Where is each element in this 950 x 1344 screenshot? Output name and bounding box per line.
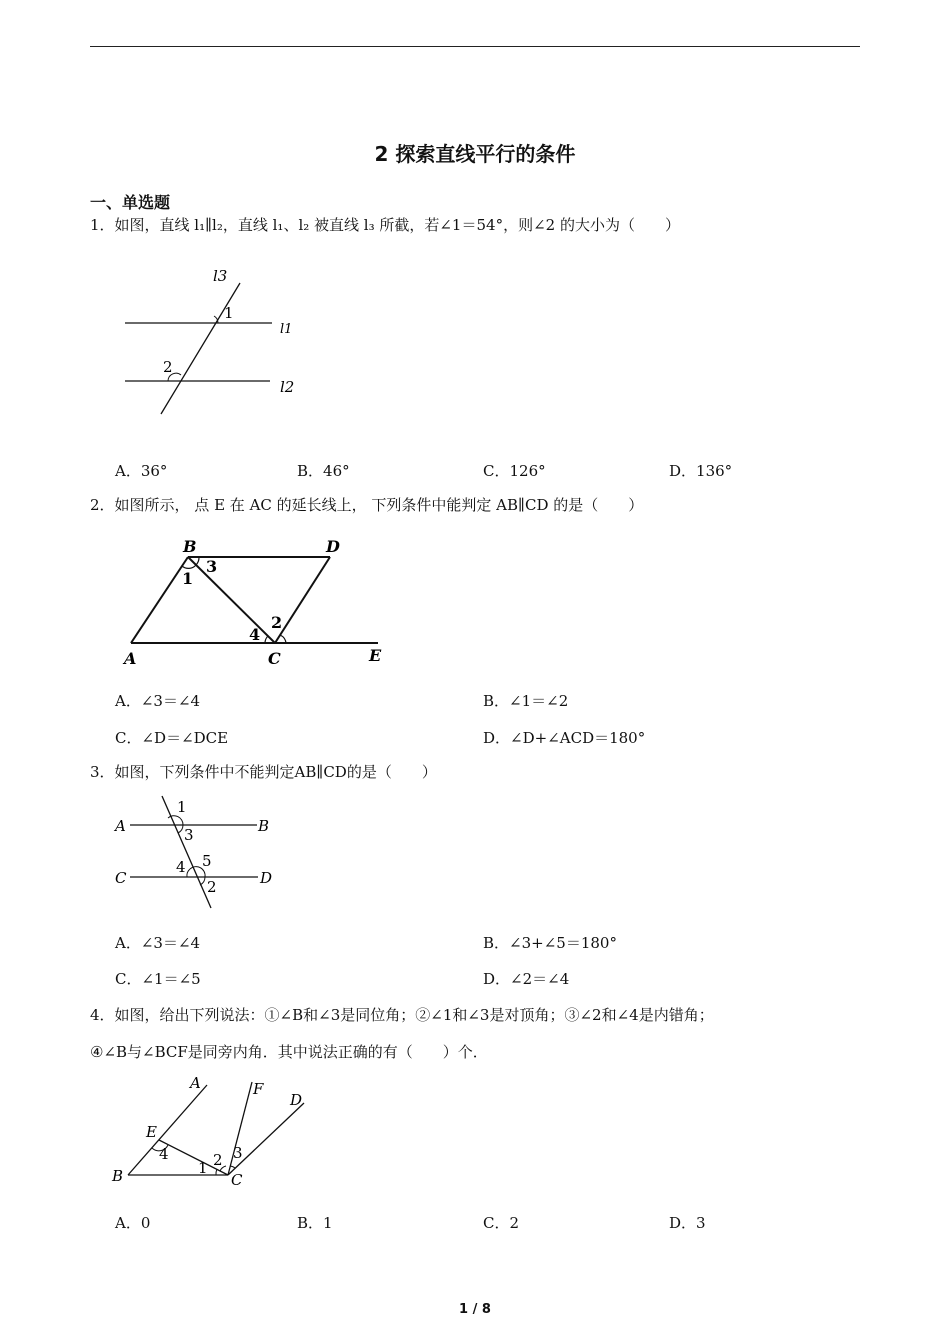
q2-stem: 2．如图所示， 点 E 在 AC 的延长线上， 下列条件中能判定 AB∥CD 的是（ ） xyxy=(90,496,644,514)
q4-option-d[interactable]: D．3 xyxy=(669,1214,706,1232)
q3-label-c: C xyxy=(115,869,127,887)
q1-label-l2: l2 xyxy=(280,378,295,396)
q4-arc-3 xyxy=(230,1166,235,1168)
q2-label-4: 4 xyxy=(249,625,261,644)
q4-label-3: 3 xyxy=(233,1144,243,1162)
q4-option-b[interactable]: B．1 xyxy=(297,1214,333,1232)
q3-label-1: 1 xyxy=(177,798,187,816)
q2-option-c[interactable]: C．∠D＝∠DCE xyxy=(115,729,229,747)
q4-label-b: B xyxy=(112,1167,124,1185)
q1-label-l3: l3 xyxy=(213,267,228,285)
page-title: 2 探索直线平行的条件 xyxy=(374,142,576,166)
q1-option-b[interactable]: B．46° xyxy=(297,462,350,480)
q2-label-b: B xyxy=(183,537,197,556)
q3-label-d: D xyxy=(260,869,273,887)
q4-label-1: 1 xyxy=(198,1159,208,1177)
q1-label-2: 2 xyxy=(163,358,173,376)
q3-option-c[interactable]: C．∠1＝∠5 xyxy=(115,970,201,988)
q4-label-f: F xyxy=(253,1080,264,1098)
q2-label-3: 3 xyxy=(206,557,218,576)
q3-label-5: 5 xyxy=(202,852,212,870)
q3-option-b[interactable]: B．∠3+∠5＝180° xyxy=(483,934,617,952)
q3-option-a[interactable]: A．∠3＝∠4 xyxy=(115,934,201,952)
q3-label-3: 3 xyxy=(184,826,194,844)
q4-label-e: E xyxy=(146,1123,157,1141)
q4-label-2: 2 xyxy=(213,1151,223,1169)
q1-option-d[interactable]: D．136° xyxy=(669,462,733,480)
q2-option-b[interactable]: B．∠1＝∠2 xyxy=(483,692,569,710)
q4-stem-line2: ④∠B与∠BCF是同旁内角．其中说法正确的有（ ）个． xyxy=(90,1043,488,1061)
page-number: 1 / 8 xyxy=(459,1302,491,1317)
q3-stem: 3．如图，下列条件中不能判定AB∥CD的是（ ） xyxy=(90,763,437,781)
q1-option-c[interactable]: C．126° xyxy=(483,462,546,480)
q3-label-a: A xyxy=(115,817,126,835)
q4-label-a: A xyxy=(190,1074,201,1092)
q1-label-1: 1 xyxy=(224,304,234,322)
q2-label-c: C xyxy=(268,649,281,668)
q1-stem: 1．如图，直线 l₁∥l₂，直线 l₁、l₂ 被直线 l₃ 所截，若∠1＝54°，则∠2 的大小为（ ） xyxy=(90,216,680,234)
q4-option-c[interactable]: C．2 xyxy=(483,1214,520,1232)
q1-option-a[interactable]: A．36° xyxy=(115,462,168,480)
q4-label-4: 4 xyxy=(159,1145,169,1163)
q4-arc-1 xyxy=(216,1169,217,1175)
q2-option-d[interactable]: D．∠D+∠ACD＝180° xyxy=(483,729,646,747)
q3-label-b: B xyxy=(258,817,270,835)
q2-label-1: 1 xyxy=(182,569,194,588)
q4-option-a[interactable]: A．0 xyxy=(115,1214,151,1232)
section-heading: 一、单选题 xyxy=(90,193,171,212)
q3-option-d[interactable]: D．∠2＝∠4 xyxy=(483,970,570,988)
q2-label-a: A xyxy=(124,649,137,668)
q3-label-2: 2 xyxy=(207,878,217,896)
q4-segment-cd xyxy=(228,1103,304,1175)
q2-option-a[interactable]: A．∠3＝∠4 xyxy=(115,692,201,710)
q4-label-c: C xyxy=(231,1171,243,1189)
q3-label-4: 4 xyxy=(176,858,186,876)
q2-label-e: E xyxy=(369,646,382,665)
q4-stem-line1: 4．如图，给出下列说法：①∠B和∠3是同位角；②∠1和∠3是对顶角；③∠2和∠4是内错角； xyxy=(90,1006,714,1024)
q1-label-l1: l1 xyxy=(280,322,293,337)
q2-label-d: D xyxy=(326,537,340,556)
q4-label-d: D xyxy=(290,1091,303,1109)
q2-label-2: 2 xyxy=(271,613,283,632)
